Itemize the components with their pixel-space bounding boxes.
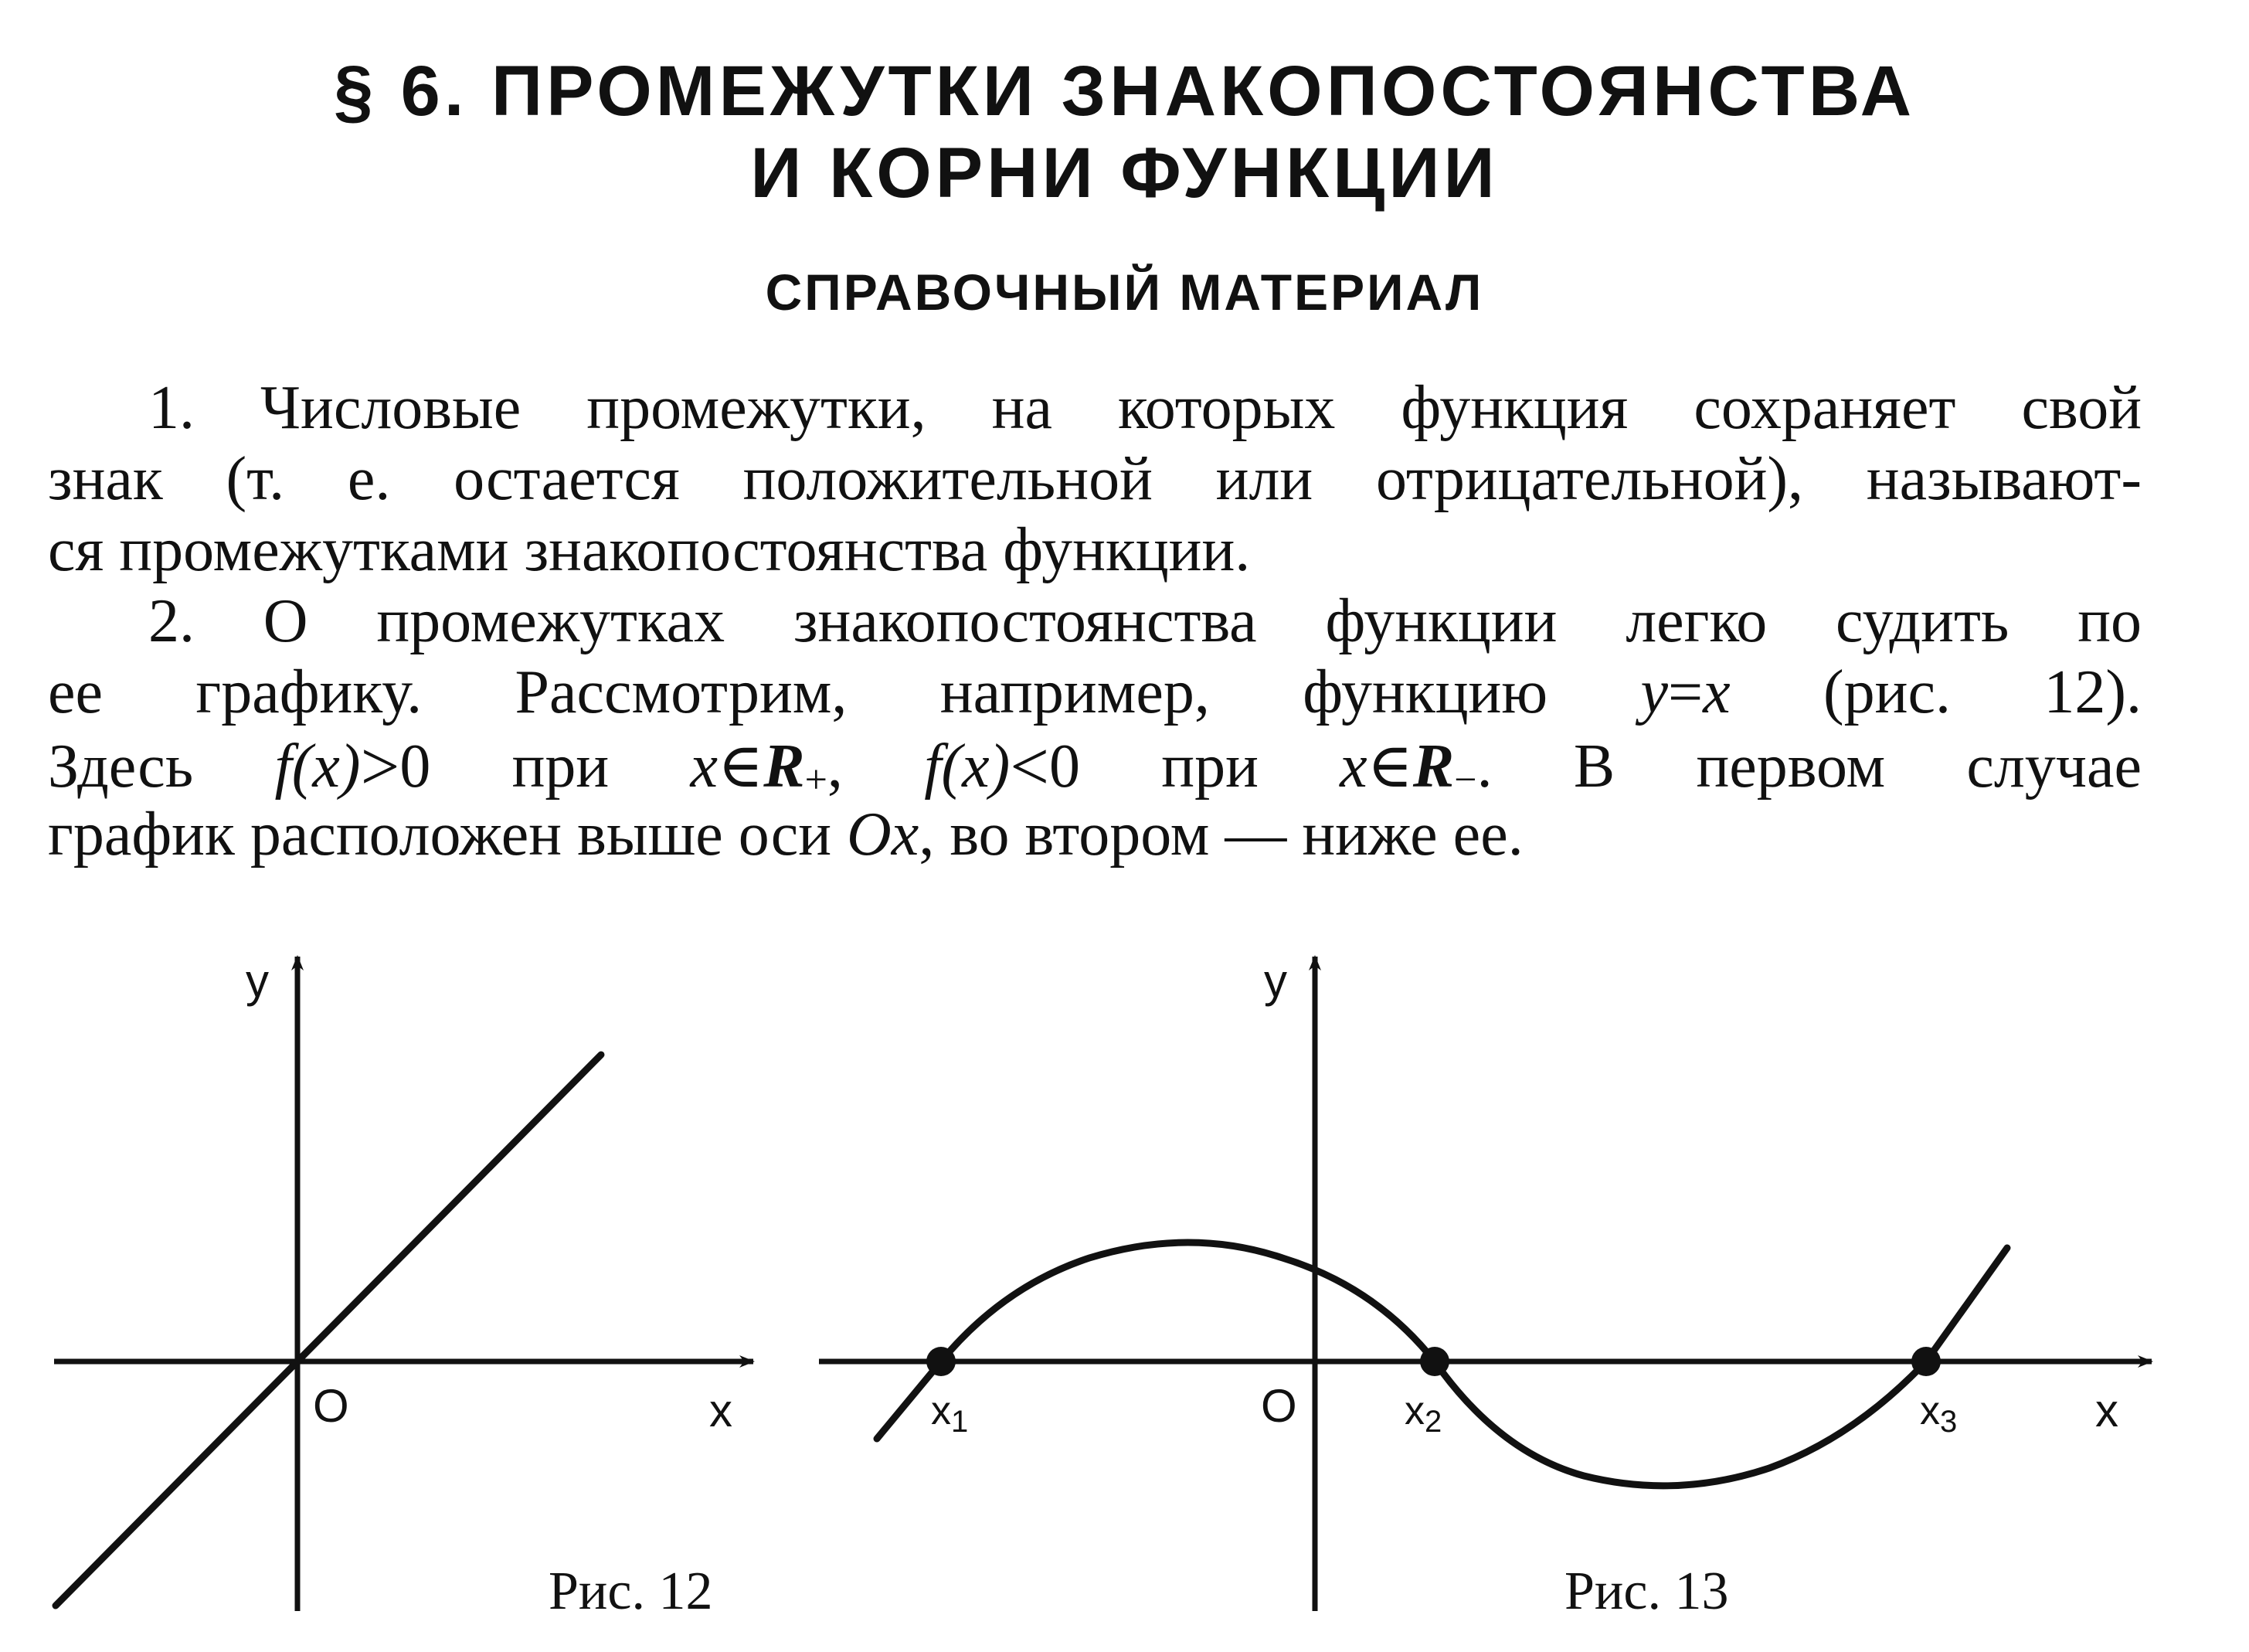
fig13-root-x3 xyxy=(1911,1347,1941,1376)
axis-name-ox: Ox xyxy=(847,801,919,868)
fig13-root-x2 xyxy=(1420,1347,1449,1376)
variable-x: x xyxy=(690,733,719,801)
section-title-line1: § 6. ПРОМЕЖУТКИ ЗНАКОПОСТОЯНСТВА xyxy=(333,52,1916,131)
minus-subscript: − xyxy=(1454,758,1477,802)
fig13-root-x1 xyxy=(926,1347,956,1376)
section-subtitle: СПРАВОЧНЫЙ МАТЕРИАЛ xyxy=(765,263,1484,321)
figure-12 xyxy=(54,957,753,1611)
fig13-x-label: x xyxy=(2095,1385,2118,1436)
function-f: f xyxy=(924,733,942,801)
function-argument: (x) xyxy=(291,733,361,801)
function-argument: (x) xyxy=(941,733,1011,801)
greater-than-sign: > xyxy=(360,729,400,805)
fig13-y-label: y xyxy=(1264,955,1287,1007)
section-title-line2: И КОРНИ ФУНКЦИИ xyxy=(750,134,1499,212)
fig13-root-label-x1: $x_1$ xyxy=(931,1389,969,1439)
reals-symbol: R xyxy=(1412,733,1455,801)
fig13-origin-label: O xyxy=(1261,1380,1297,1432)
figure-13 xyxy=(819,957,2152,1611)
fig12-caption: Рис. 12 xyxy=(549,1562,713,1621)
comma: , xyxy=(827,733,843,801)
fig12-origin-label: O xyxy=(313,1380,349,1432)
paragraph1-line2: знак (т. е. остается положительной или отрицательной), называют- xyxy=(48,445,2142,513)
text-segment: график расположен выше оси xyxy=(48,801,832,868)
function-f: f xyxy=(274,733,292,801)
formula-equals: = xyxy=(1668,658,1704,726)
formula-var-x: x xyxy=(1703,658,1731,726)
text-segment: при xyxy=(511,733,610,801)
text-segment: при xyxy=(1161,733,1259,801)
fig13-caption: Рис. 13 xyxy=(1564,1562,1729,1621)
fig12-x-label: x xyxy=(709,1385,732,1436)
element-of-sign: ∈ xyxy=(1367,733,1413,801)
fig12-graph-y-equals-x xyxy=(56,1055,601,1606)
text-segment: ее графику. Рассмотрим, например, функцию xyxy=(48,658,1548,726)
text-segment: Здесь xyxy=(48,733,194,801)
text-segment: , во втором — ниже ее. xyxy=(919,801,1524,868)
plus-subscript: + xyxy=(804,758,827,802)
fig12-y-label: y xyxy=(246,955,269,1007)
fig13-root-label-x2: $x_2$ xyxy=(1405,1389,1442,1439)
zero: 0 xyxy=(399,733,431,801)
less-than-sign: < xyxy=(1010,729,1049,805)
variable-x: x xyxy=(1340,733,1367,801)
text-segment: . В первом случае xyxy=(1476,733,2142,801)
paragraph1-line3: ся промежутками знакопостоянства функции. xyxy=(48,516,1251,584)
formula-var-y: y xyxy=(1640,658,1668,726)
paragraph1-line1: 1. Числовые промежутки, на которых функция сохраняет свой xyxy=(148,374,2142,442)
reals-symbol: R xyxy=(763,733,805,801)
zero: 0 xyxy=(1048,733,1080,801)
paragraph2-line1: 2. О промежутках знакопостоянства функции легко судить по xyxy=(148,587,2142,655)
fig13-root-label-x3: $x_3$ xyxy=(1920,1389,1958,1439)
figure-reference: (рис. 12). xyxy=(1823,658,2142,726)
element-of-sign: ∈ xyxy=(718,733,764,801)
